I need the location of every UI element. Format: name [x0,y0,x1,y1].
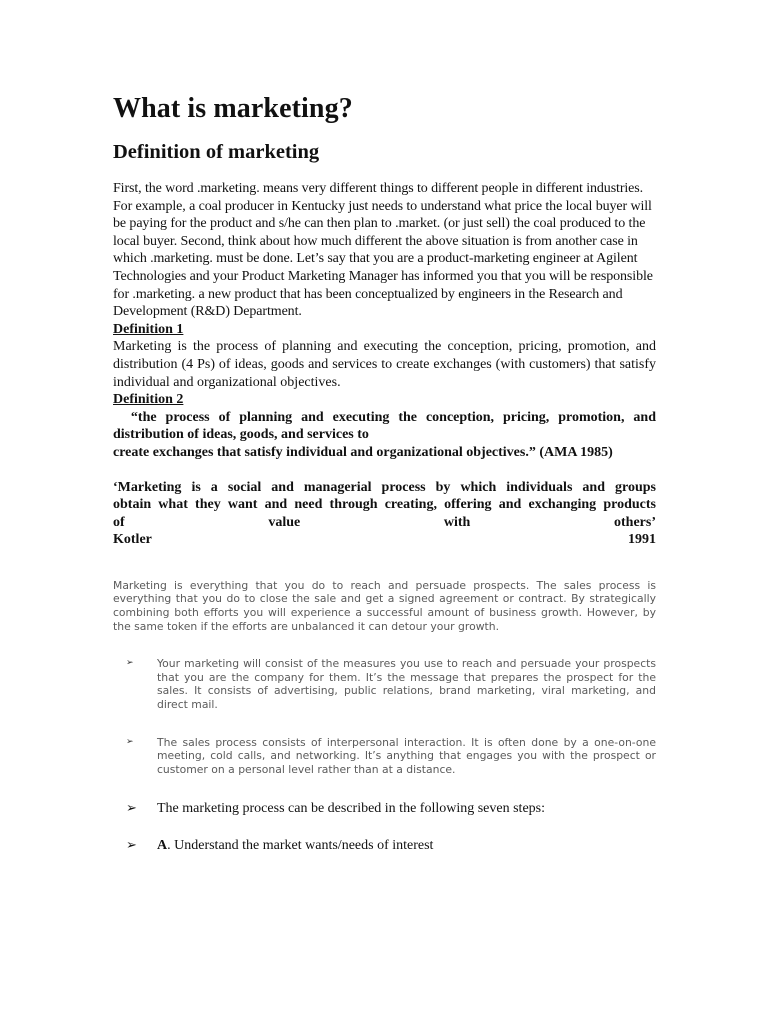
kotler-line-2: obtain what they want and need through creating, offering and exchanging products [113,497,656,513]
page-title: What is marketing? [113,93,353,124]
definition-2 [113,391,660,461]
definition-2-quote-2: create exchanges that satisfy individual and organizational objectives.” (AMA 1985) [113,444,613,460]
definition-2-quote-1 [113,409,660,444]
arrow-bullet-icon: ➢ [126,658,134,669]
kotler-line-1: ‘Marketing is a social and managerial process by which individuals and groups [113,479,656,495]
document-page [113,92,660,854]
definition-1-text: Marketing is the process of planning and executing the conception, pricing, promotion, and distribution (4 Ps) of ideas, goods and services to create exchanges (with customers) that satisfy individual and organizational objectives. [113,339,656,390]
bullet-text: . Understand the market wants/needs of interest [167,838,434,854]
arrow-bullet-icon: ➢ [126,838,137,854]
arrow-bullet-icon: ➢ [126,736,134,747]
bullet-item-marketing-measures [113,657,656,711]
sales-paragraph: Marketing is everything that you do to reach and persuade prospects. The sales process is everything that you do to close the sale and get a signed agreement or contract. By strategically combining both efforts you will experience a successful amount of business growth. However, by the same token if the efforts are unbalanced it can detour your growth. [113,578,656,633]
bullet-text: The sales process consists of interpersonal interaction. It is often done by a one-on-one meeting, cold calls, and networking. It’s anything that engages you with the prospect or customer on a personal level rather than at a distance. [157,735,656,776]
intro-paragraph: First, the word .marketing. means very different things to different people in different industries. For example, a coal producer in Kentucky just needs to understand what price the local buyer will be paying for the product and s/he can then plan to .market. (or just sell) the coal produced to the local buyer. Second, think about how much different the above situation is from another case in which .marketing. must be done. Let’s say that you are a product-marketing engineer at Agilent Technologies and your Product Marketing Manager has informed you that you will be responsible for .marketing. a new product that has been conceptualized by engineers in the Research and Development (R&D) Department. [113,181,653,320]
bullet-item-seven-steps [113,800,656,817]
bullet-item-sales-process [113,736,656,777]
section-subtitle: Definition of marketing [113,141,320,163]
definition-2-heading: Definition 2 [113,392,184,408]
step-letter: A [157,838,168,854]
arrow-bullet-icon: ➢ [126,801,137,817]
bullet-item-step-a [113,837,656,854]
kotler-line-4: Kotler 1991 [113,532,656,548]
definition-1-heading: Definition 1 [113,321,184,337]
bullet-text: Your marketing will consist of the measures you use to reach and persuade your prospects that you are the company for them. It’s the message that prepares the prospect for the sales. It consists of advertising, public relations, brand marketing, viral marketing, and direct mail. [157,657,656,712]
bullet-text: The marketing process can be described in the following seven steps: [157,801,545,817]
definition-1 [113,321,656,391]
kotler-line-3: of value with others’ [113,514,656,530]
kotler-quote [113,479,656,549]
definition-2-quote-1-text: “the process of planning and executing the conception, pricing, promotion, and distribution of ideas, goods, and services to [113,409,660,443]
